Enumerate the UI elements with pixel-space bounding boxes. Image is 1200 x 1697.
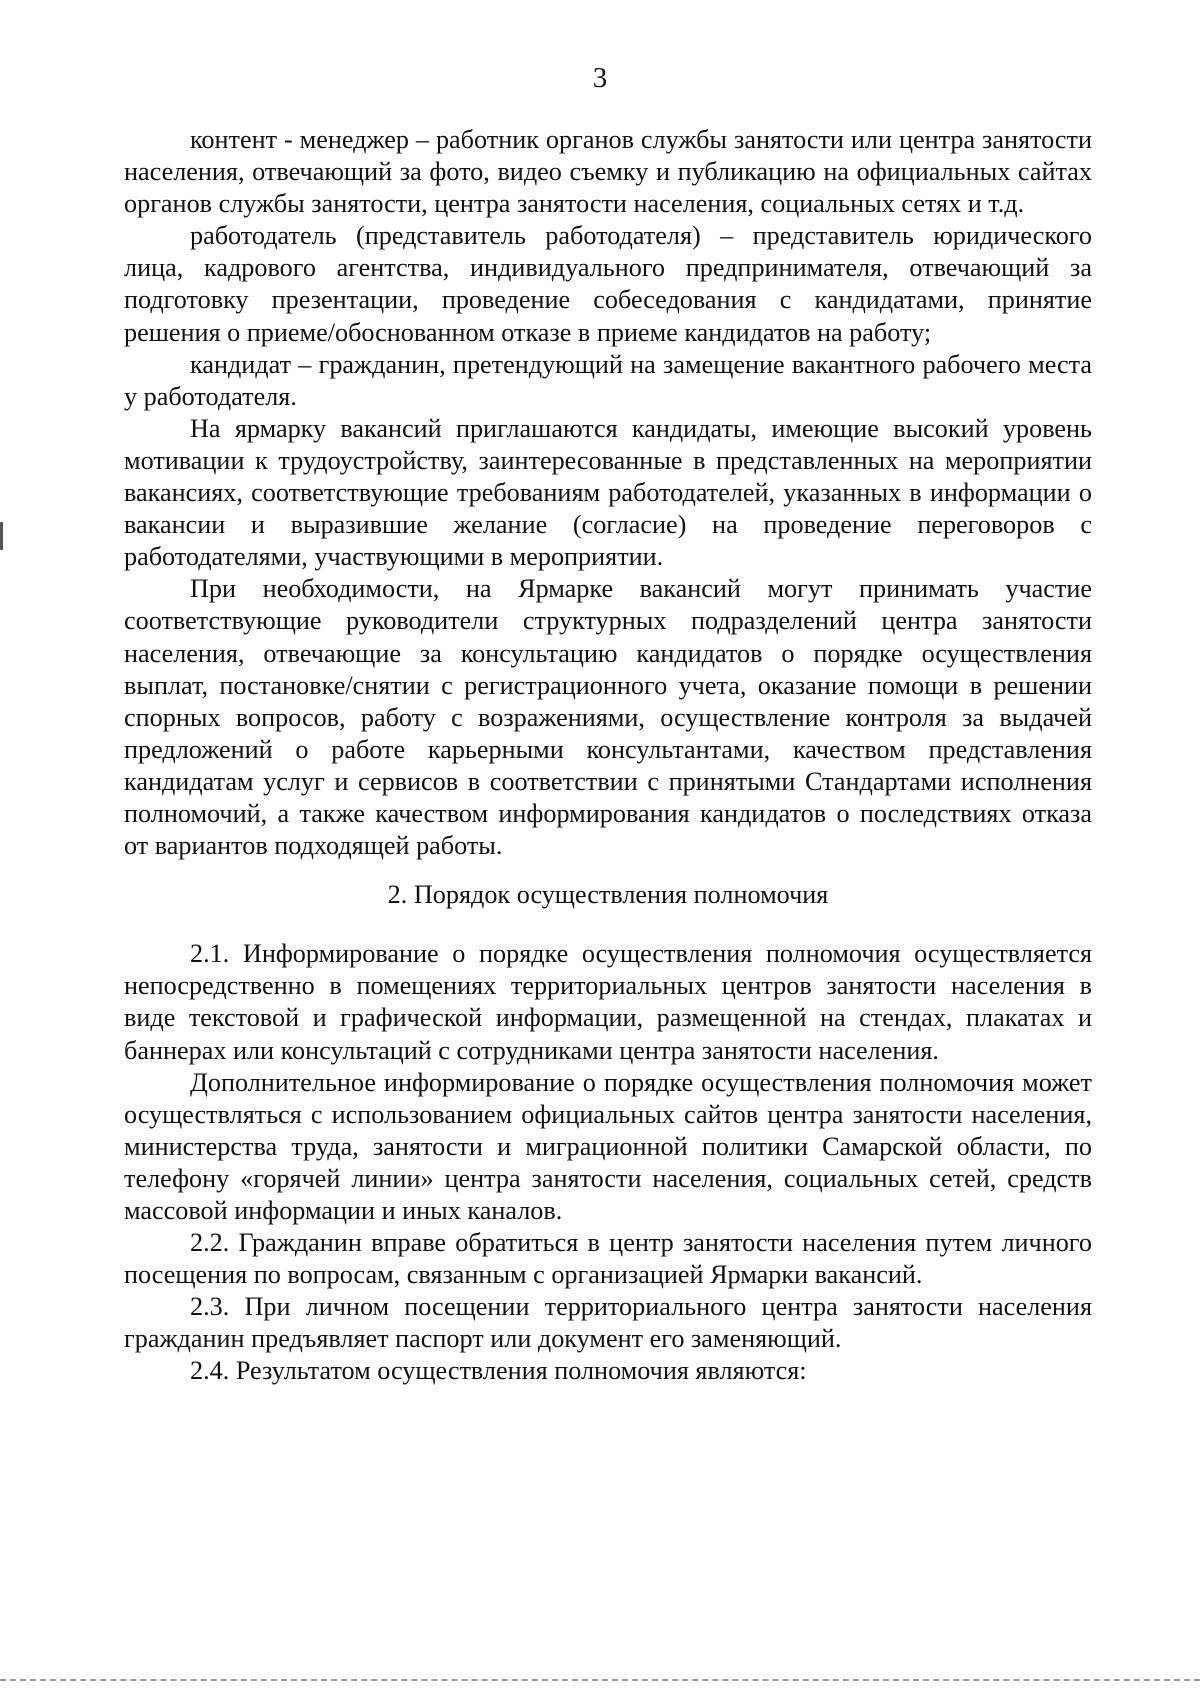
paragraph-2-3: 2.3. При личном посещении территориального центра занятости населения гражданин предъявляет паспорт или документ его заменяющий. xyxy=(124,1292,1092,1354)
scan-margin-mark xyxy=(0,522,3,550)
paragraph-participants: При необходимости, на Ярмарке вакансий могут принимать участие соответствующие руководители структурных подразделений центра занятости населения, отвечающие за консультацию кандидатов о порядке осуществления выплат, постановке/снятии с регистрационного учета, оказание помощи в решении спорных вопросов, работу с возражениями, осуществление контроля за выдачей предложений о работе карьерными консультантами, качеством представления кандидатам услуг и сервисов в соответствии с принятыми Стандартами исполнения полномочий, а также качеством информирования кандидатов о последствиях отказа от вариантов подходящей работы. xyxy=(124,574,1092,861)
page-number: 3 xyxy=(592,62,608,94)
paragraph-2-1: 2.1. Информирование о порядке осуществления полномочия осуществляется непосредственно в помещениях территориальных центров занятости населения в виде текстовой и графической информации, размещенной на стендах, плакатах и баннерах или консультаций с сотрудниками центра занятости населения. xyxy=(124,939,1092,1065)
scan-bottom-edge xyxy=(0,1679,1200,1681)
paragraph-job-fair-invitation: На ярмарку вакансий приглашаются кандидаты, имеющие высокий уровень мотивации к трудоустройству, заинтересованные в представленных на мероприятии вакансиях, соответствующие требованиям работодателей, указанных в информации о вакансии и выразившие желание (согласие) на проведение переговоров с работодателями, участвующими в мероприятии. xyxy=(124,413,1092,572)
document-body xyxy=(124,124,1092,1388)
paragraph-2-2: 2.2. Гражданин вправе обратиться в центр занятости населения путем личного посещения по вопросам, связанным с организацией Ярмарки вакансий. xyxy=(124,1228,1092,1290)
paragraph-employer-definition: работодатель (представитель работодателя) – представитель юридического лица, кадрового агентства, индивидуального предпринимателя, отвечающий за подготовку презентации, проведение собеседования с кандидатами, принятие решения о приеме/обоснованном отказе в приеме кандидатов на работу; xyxy=(124,221,1092,347)
paragraph-content-manager-definition: контент - менеджер – работник органов службы занятости или центра занятости населения, отвечающий за фото, видео съемку и публикацию на официальных сайтах органов службы занятости, центра занятости населения, социальных сетях и т.д. xyxy=(124,125,1092,219)
section-heading: 2. Порядок осуществления полномочия xyxy=(387,880,829,910)
paragraph-candidate-definition: кандидат – гражданин, претендующий на замещение вакантного рабочего места у работодателя. xyxy=(124,349,1092,411)
paragraph-2-4: 2.4. Результатом осуществления полномочия являются: xyxy=(190,1356,807,1386)
paragraph-additional-info: Дополнительное информирование о порядке осуществления полномочия может осуществляться с использованием официальных сайтов центра занятости населения, министерства труда, занятости и миграционной политики Самарской области, по телефону «горячей линии» центра занятости населения, социальных сетей, средств массовой информации и иных каналов. xyxy=(124,1067,1092,1225)
